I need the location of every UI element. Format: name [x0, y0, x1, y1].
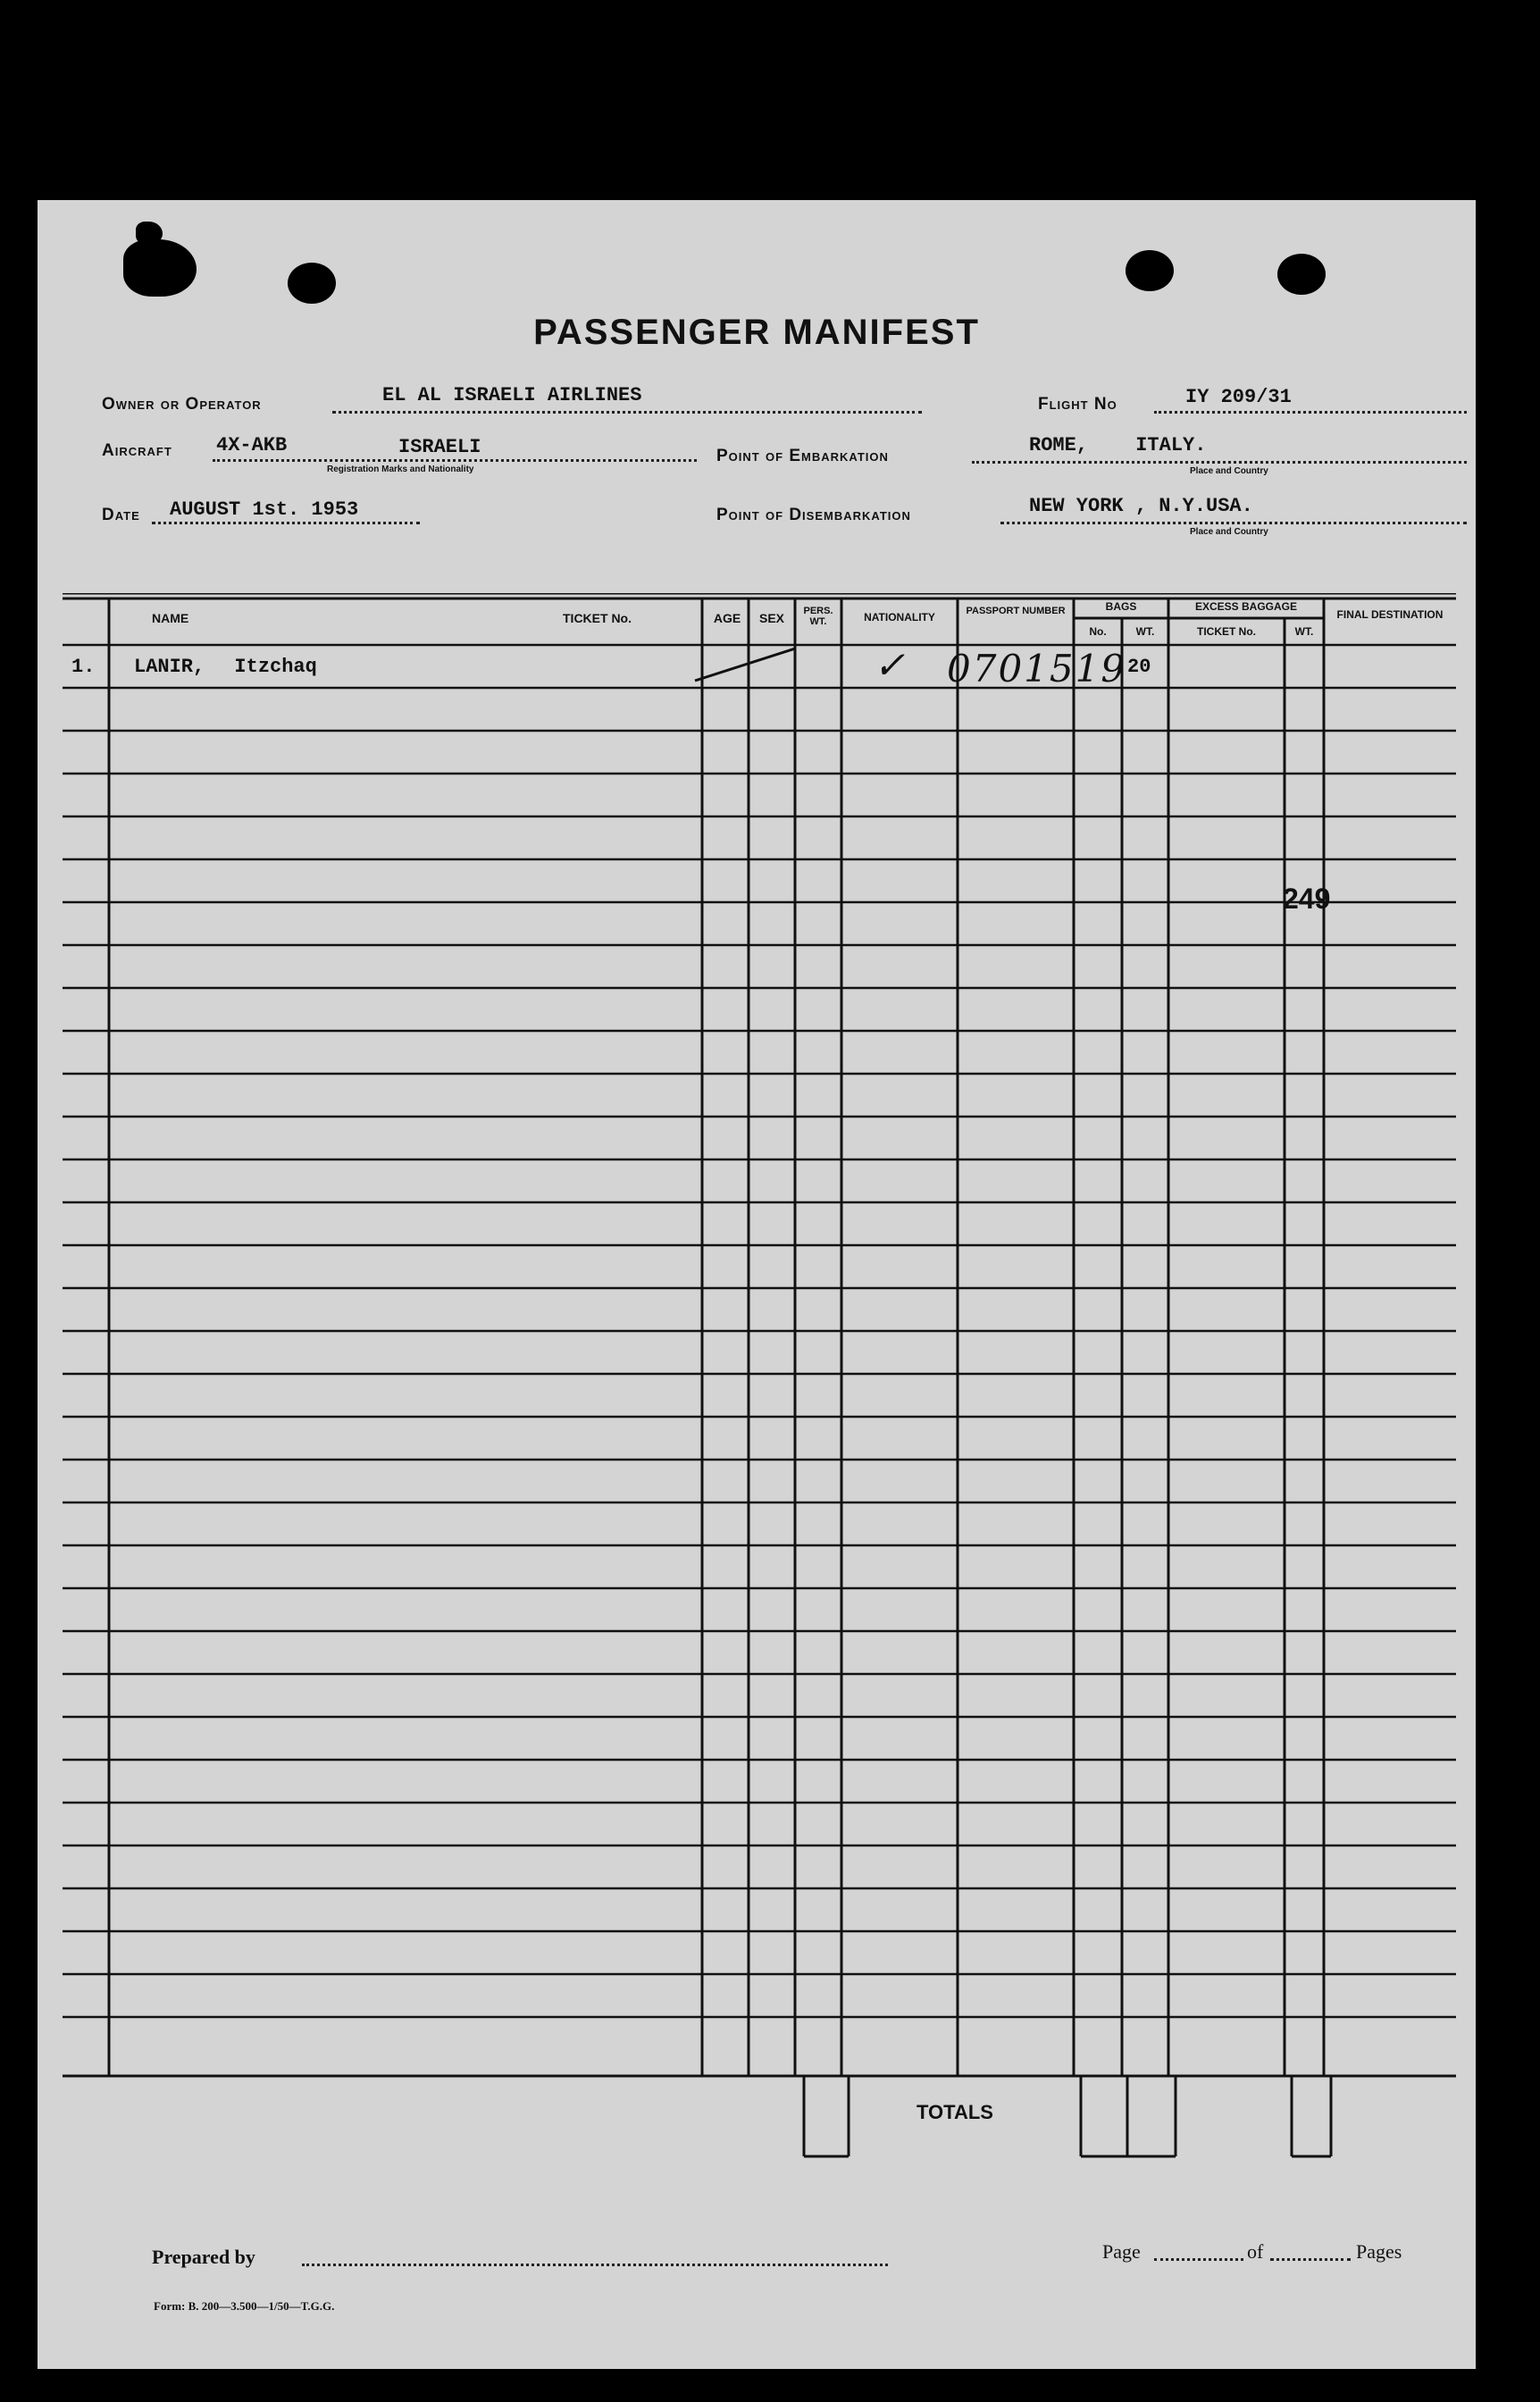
page-label: Page: [1102, 2240, 1141, 2263]
flight-label: Flight No: [1038, 395, 1117, 414]
aircraft-caption: Registration Marks and Nationality: [327, 464, 474, 474]
col-header-bags-wt: WT.: [1135, 625, 1155, 638]
punch-hole-left: [288, 263, 336, 304]
page-line: [1154, 2258, 1243, 2261]
manifest-page: [38, 200, 1476, 2369]
col-header-excess: EXCESS BAGGAGE: [1194, 600, 1298, 613]
form-code: Form: B. 200—3.500—1/50—T.G.G.: [154, 2299, 335, 2313]
col-header-nationality: NATIONALITY: [864, 611, 935, 624]
col-header-final-destination: FINAL DESTINATION: [1336, 608, 1444, 621]
punch-hole-right-1: [1126, 250, 1174, 291]
totals-boxes: [38, 2076, 1476, 2183]
passenger-table: [63, 593, 1456, 2094]
of-label: of: [1247, 2240, 1264, 2263]
aircraft-nationality: ISRAELI: [398, 436, 481, 458]
col-header-passport: PASSPORT NUMBER: [966, 606, 1066, 616]
date-line: [152, 522, 420, 524]
owner-value: EL AL ISRAELI AIRLINES: [382, 384, 642, 406]
page-title: PASSENGER MANIFEST: [533, 313, 980, 352]
prepared-by-line: [302, 2264, 888, 2266]
col-header-name: NAME: [152, 611, 189, 625]
age-sex-strike: [688, 643, 813, 697]
disembarkation-value: NEW YORK , N.Y.USA.: [1029, 495, 1253, 517]
annotation-number: 249: [1283, 883, 1331, 915]
pages-label: Pages: [1356, 2240, 1402, 2263]
embarkation-label: Point of Embarkation: [716, 447, 889, 465]
totals-label: TOTALS: [916, 2101, 993, 2123]
date-label: Date: [102, 506, 140, 524]
col-header-excess-ticket: TICKET No.: [1197, 625, 1256, 638]
embarkation-caption: Place and Country: [1190, 466, 1268, 476]
passenger-name: LANIR, Itzchaq: [134, 656, 317, 678]
col-header-excess-wt: WT.: [1294, 625, 1314, 638]
pages-line: [1270, 2258, 1351, 2261]
col-header-bags-no: No.: [1089, 625, 1107, 638]
disembarkation-line: [1000, 522, 1467, 524]
ink-blot: [123, 239, 197, 297]
flight-line: [1154, 411, 1467, 414]
aircraft-line: [213, 459, 697, 462]
check-mark: ✓: [874, 643, 906, 687]
embarkation-value: ROME, ITALY.: [1029, 434, 1207, 456]
col-header-age: AGE: [713, 611, 741, 625]
row-number: 1.: [71, 656, 96, 678]
date-value: AUGUST 1st. 1953: [170, 498, 359, 521]
flight-value: IY 209/31: [1185, 386, 1292, 408]
col-header-pers-wt: PERS. WT.: [803, 606, 833, 627]
bags-weight: 20: [1127, 656, 1151, 678]
owner-line: [332, 411, 922, 414]
prepared-by-label: Prepared by: [152, 2246, 255, 2268]
owner-label: Owner or Operator: [102, 395, 262, 414]
aircraft-label: Aircraft: [102, 441, 172, 460]
ink-blot-small: [136, 222, 163, 245]
aircraft-registration: 4X-AKB: [216, 434, 288, 456]
embarkation-line: [972, 461, 1467, 464]
punch-hole-right-2: [1277, 254, 1326, 295]
col-header-bags: BAGS: [1105, 600, 1137, 613]
passport-number: 0701519: [947, 647, 1127, 690]
col-header-sex: SEX: [758, 611, 784, 625]
disembarkation-label: Point of Disembarkation: [716, 506, 911, 524]
disembarkation-caption: Place and Country: [1190, 527, 1268, 537]
table-rules: [63, 593, 1456, 2094]
col-header-ticket: TICKET No.: [563, 611, 632, 625]
